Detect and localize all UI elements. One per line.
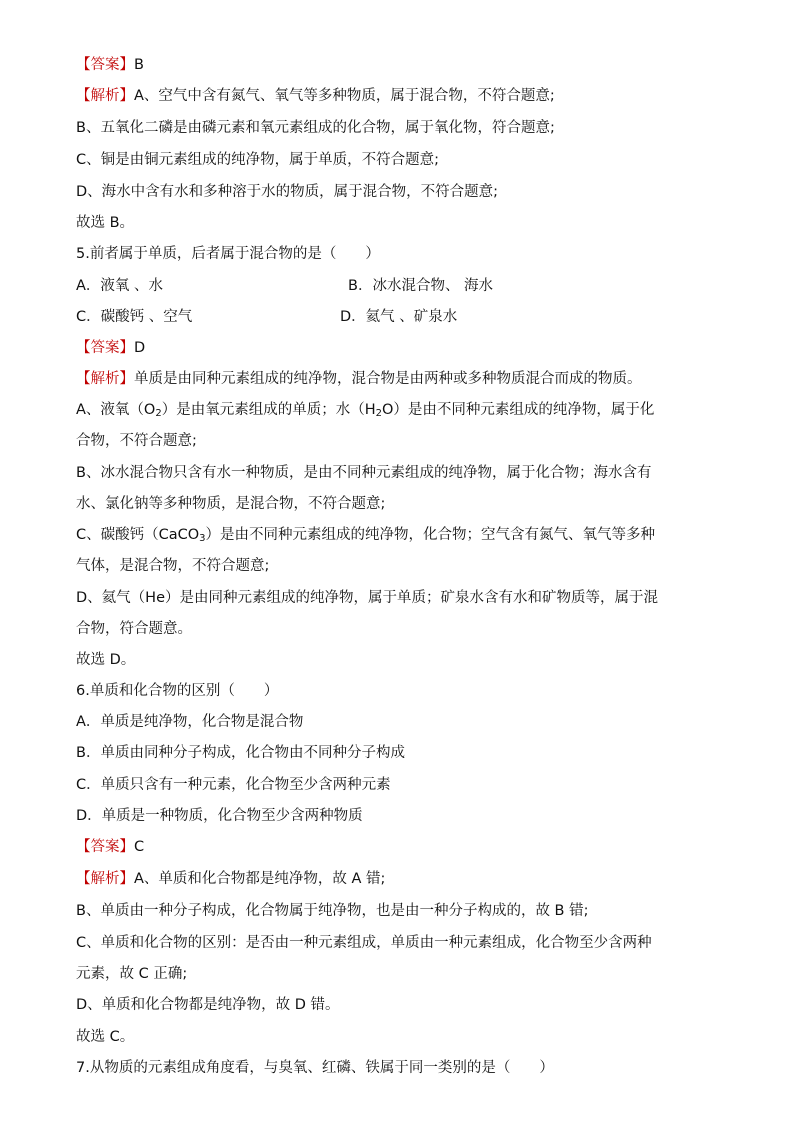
subscript: 3 <box>199 533 206 544</box>
analysis-line <box>76 869 725 889</box>
analysis-line: B、冰水混合物只含有水一种物质，是由不同种元素组成的纯净物，属于化合物；海水含有 <box>76 465 652 481</box>
question-stem: 7.从物质的元素组成角度看，与臭氧、红磷、铁属于同一类别的是（ ） <box>76 1060 554 1076</box>
analysis-line: 合物，符合题意。 <box>76 621 192 637</box>
answer-value: C <box>134 839 145 855</box>
option-d: D．单质是一种物质，化合物至少含两种物质 <box>76 808 363 824</box>
option-b: B．冰水混合物、 海水 <box>348 278 494 294</box>
analysis-line <box>76 400 725 420</box>
analysis-line: D、氦气（He）是由同种元素组成的纯净物，属于单质；矿泉水含有水和矿物质等，属于混 <box>76 590 658 606</box>
analysis-text: A、单质和化合物都是纯净物，故 A 错; <box>134 871 386 887</box>
analysis-text: A、空气中含有氮气、氧气等多种物质，属于混合物，不符合题意; <box>134 88 555 104</box>
analysis-text: O）是由不同种元素组成的纯净物，属于化 <box>382 402 655 418</box>
subscript: 2 <box>155 408 162 419</box>
answer-label: 【答案】 <box>76 839 134 855</box>
answer-line <box>76 55 725 75</box>
analysis-line <box>76 86 725 106</box>
question-stem: 6.单质和化合物的区别（ ） <box>76 683 279 699</box>
analysis-label: 【解析】 <box>76 871 134 887</box>
answer-line <box>76 338 725 358</box>
analysis-line: B、单质由一种分子构成，化合物属于纯净物，也是由一种分子构成的，故 B 错; <box>76 903 589 919</box>
analysis-line: 水、氯化钠等多种物质，是混合物，不符合题意; <box>76 496 386 512</box>
option-b: B．单质由同种分子构成，化合物由不同种分子构成 <box>76 745 405 761</box>
analysis-label: 【解析】 <box>76 88 134 104</box>
analysis-line: D、单质和化合物都是纯净物，故 D 错。 <box>76 997 340 1013</box>
answer-label: 【答案】 <box>76 340 134 356</box>
analysis-line <box>76 525 725 545</box>
analysis-text: A、液氧（O <box>76 402 156 418</box>
option-c: C．碳酸钙 、空气 <box>76 309 193 325</box>
option-a: A．液氧 、水 <box>76 278 164 294</box>
option-a: A．单质是纯净物，化合物是混合物 <box>76 714 304 730</box>
subscript: 2 <box>375 408 382 419</box>
question-stem: 5.前者属于单质，后者属于混合物的是（ ） <box>76 246 380 262</box>
analysis-line: D、海水中含有水和多种溶于水的物质，属于混合物，不符合题意; <box>76 184 499 200</box>
analysis-line <box>76 369 725 389</box>
analysis-text: ）是由氧元素组成的单质；水（H <box>161 402 376 418</box>
analysis-line: C、铜是由铜元素组成的纯净物，属于单质，不符合题意; <box>76 152 440 168</box>
analysis-line: B、五氧化二磷是由磷元素和氧元素组成的化合物，属于氧化物，符合题意; <box>76 120 555 136</box>
analysis-text: C、碳酸钙（CaCO <box>76 527 200 543</box>
analysis-line: 合物，不符合题意; <box>76 433 197 449</box>
conclusion-line: 故选 D。 <box>76 652 136 668</box>
answer-value: D <box>134 340 146 356</box>
analysis-label: 【解析】 <box>76 371 134 387</box>
conclusion-line: 故选 C。 <box>76 1029 135 1045</box>
analysis-line: 元素，故 C 正确; <box>76 966 188 982</box>
option-c: C．单质只含有一种元素，化合物至少含两种元素 <box>76 777 391 793</box>
conclusion-line: 故选 B。 <box>76 215 135 231</box>
answer-value: B <box>134 57 144 73</box>
analysis-line: C、单质和化合物的区别：是否由一种元素组成，单质由一种元素组成，化合物至少含两种 <box>76 935 652 951</box>
analysis-text: 单质是由同种元素组成的纯净物，混合物是由两种或多种物质混合而成的物质。 <box>134 371 642 387</box>
analysis-text: ）是由不同种元素组成的纯净物，化合物；空气含有氮气、氧气等多种 <box>205 527 656 543</box>
analysis-line: 气体，是混合物，不符合题意; <box>76 558 270 574</box>
answer-line <box>76 837 725 857</box>
answer-label: 【答案】 <box>76 57 134 73</box>
option-d: D．氦气 、矿泉水 <box>340 309 458 325</box>
